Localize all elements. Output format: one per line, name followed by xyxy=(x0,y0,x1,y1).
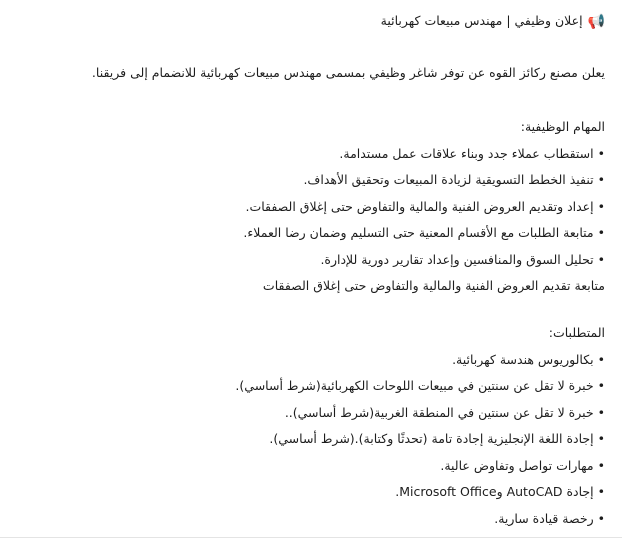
post-intro: يعلن مصنع ركائز القوه عن توفر شاغر وظيفي بمسمى مهندس مبيعات كهربائية للانضمام إلى فريقنا. xyxy=(91,65,605,80)
list-item-text: خبرة لا تقل عن سنتين في مبيعات اللوحات الكهربائية(شرط أساسي). xyxy=(235,378,594,393)
tasks-section xyxy=(243,114,605,300)
list-item xyxy=(243,220,605,247)
bullet: • xyxy=(597,510,605,526)
tasks-list xyxy=(243,141,605,274)
list-item xyxy=(235,453,605,480)
list-item-text: إعداد وتقديم العروض الفنية والمالية والتفاوض حتى إغلاق الصفقات. xyxy=(245,198,594,214)
bullet: • xyxy=(597,457,605,473)
post-title-line xyxy=(381,8,605,35)
megaphone-icon: 📢 xyxy=(587,13,605,30)
list-item-text: بكالوريوس هندسة كهربائية. xyxy=(452,351,594,367)
list-item-text: إجادة AutoCAD وMicrosoft Office. xyxy=(395,484,594,499)
requirements-heading: المتطلبات: xyxy=(548,325,605,340)
bullet: • xyxy=(597,251,605,267)
bullet: • xyxy=(597,484,605,499)
list-item xyxy=(243,167,605,194)
list-item-text: رخصة قيادة سارية. xyxy=(494,510,594,526)
tasks-extra-line: متابعة تقديم العروض الفنية والمالية والتفاوض حتى إغلاق الصفقات xyxy=(262,278,605,293)
bullet: • xyxy=(597,145,605,161)
list-item xyxy=(235,400,605,427)
requirements-section xyxy=(235,320,605,532)
list-item xyxy=(235,506,605,533)
list-item-text: استقطاب عملاء جدد وبناء علاقات عمل مستدامة. xyxy=(339,145,594,161)
requirements-list xyxy=(235,347,605,533)
bullet: • xyxy=(597,431,605,446)
list-item xyxy=(243,141,605,168)
bullet: • xyxy=(597,378,605,393)
tasks-heading: المهام الوظيفية: xyxy=(520,119,605,134)
bullet: • xyxy=(597,172,605,187)
list-item xyxy=(243,247,605,274)
list-item xyxy=(235,347,605,374)
list-item-text: خبرة لا تقل عن سنتين في المنطقة الغربية(شرط أساسي).. xyxy=(284,404,594,420)
bullet: • xyxy=(597,351,605,367)
post-title: إعلان وظيفي | مهندس مبيعات كهربائية xyxy=(380,13,583,28)
divider xyxy=(0,537,622,538)
bullet: • xyxy=(597,404,605,420)
list-item-text: مهارات تواصل وتفاوض عالية. xyxy=(440,457,594,473)
list-item xyxy=(235,373,605,400)
bullet: • xyxy=(597,198,605,214)
list-item xyxy=(243,194,605,221)
list-item-text: تحليل السوق والمنافسين وإعداد تقارير دورية للإدارة. xyxy=(320,251,594,267)
list-item-text: تنفيذ الخطط التسويقية لزيادة المبيعات وتحقيق الأهداف. xyxy=(303,172,594,187)
bullet: • xyxy=(597,225,605,240)
list-item-text: متابعة الطلبات مع الأقسام المعنية حتى التسليم وضمان رضا العملاء. xyxy=(243,225,594,240)
list-item xyxy=(235,426,605,453)
list-item-text: إجادة اللغة الإنجليزية إجادة تامة (تحدثًا وكتابة).(شرط أساسي). xyxy=(269,431,594,446)
list-item xyxy=(235,479,605,506)
